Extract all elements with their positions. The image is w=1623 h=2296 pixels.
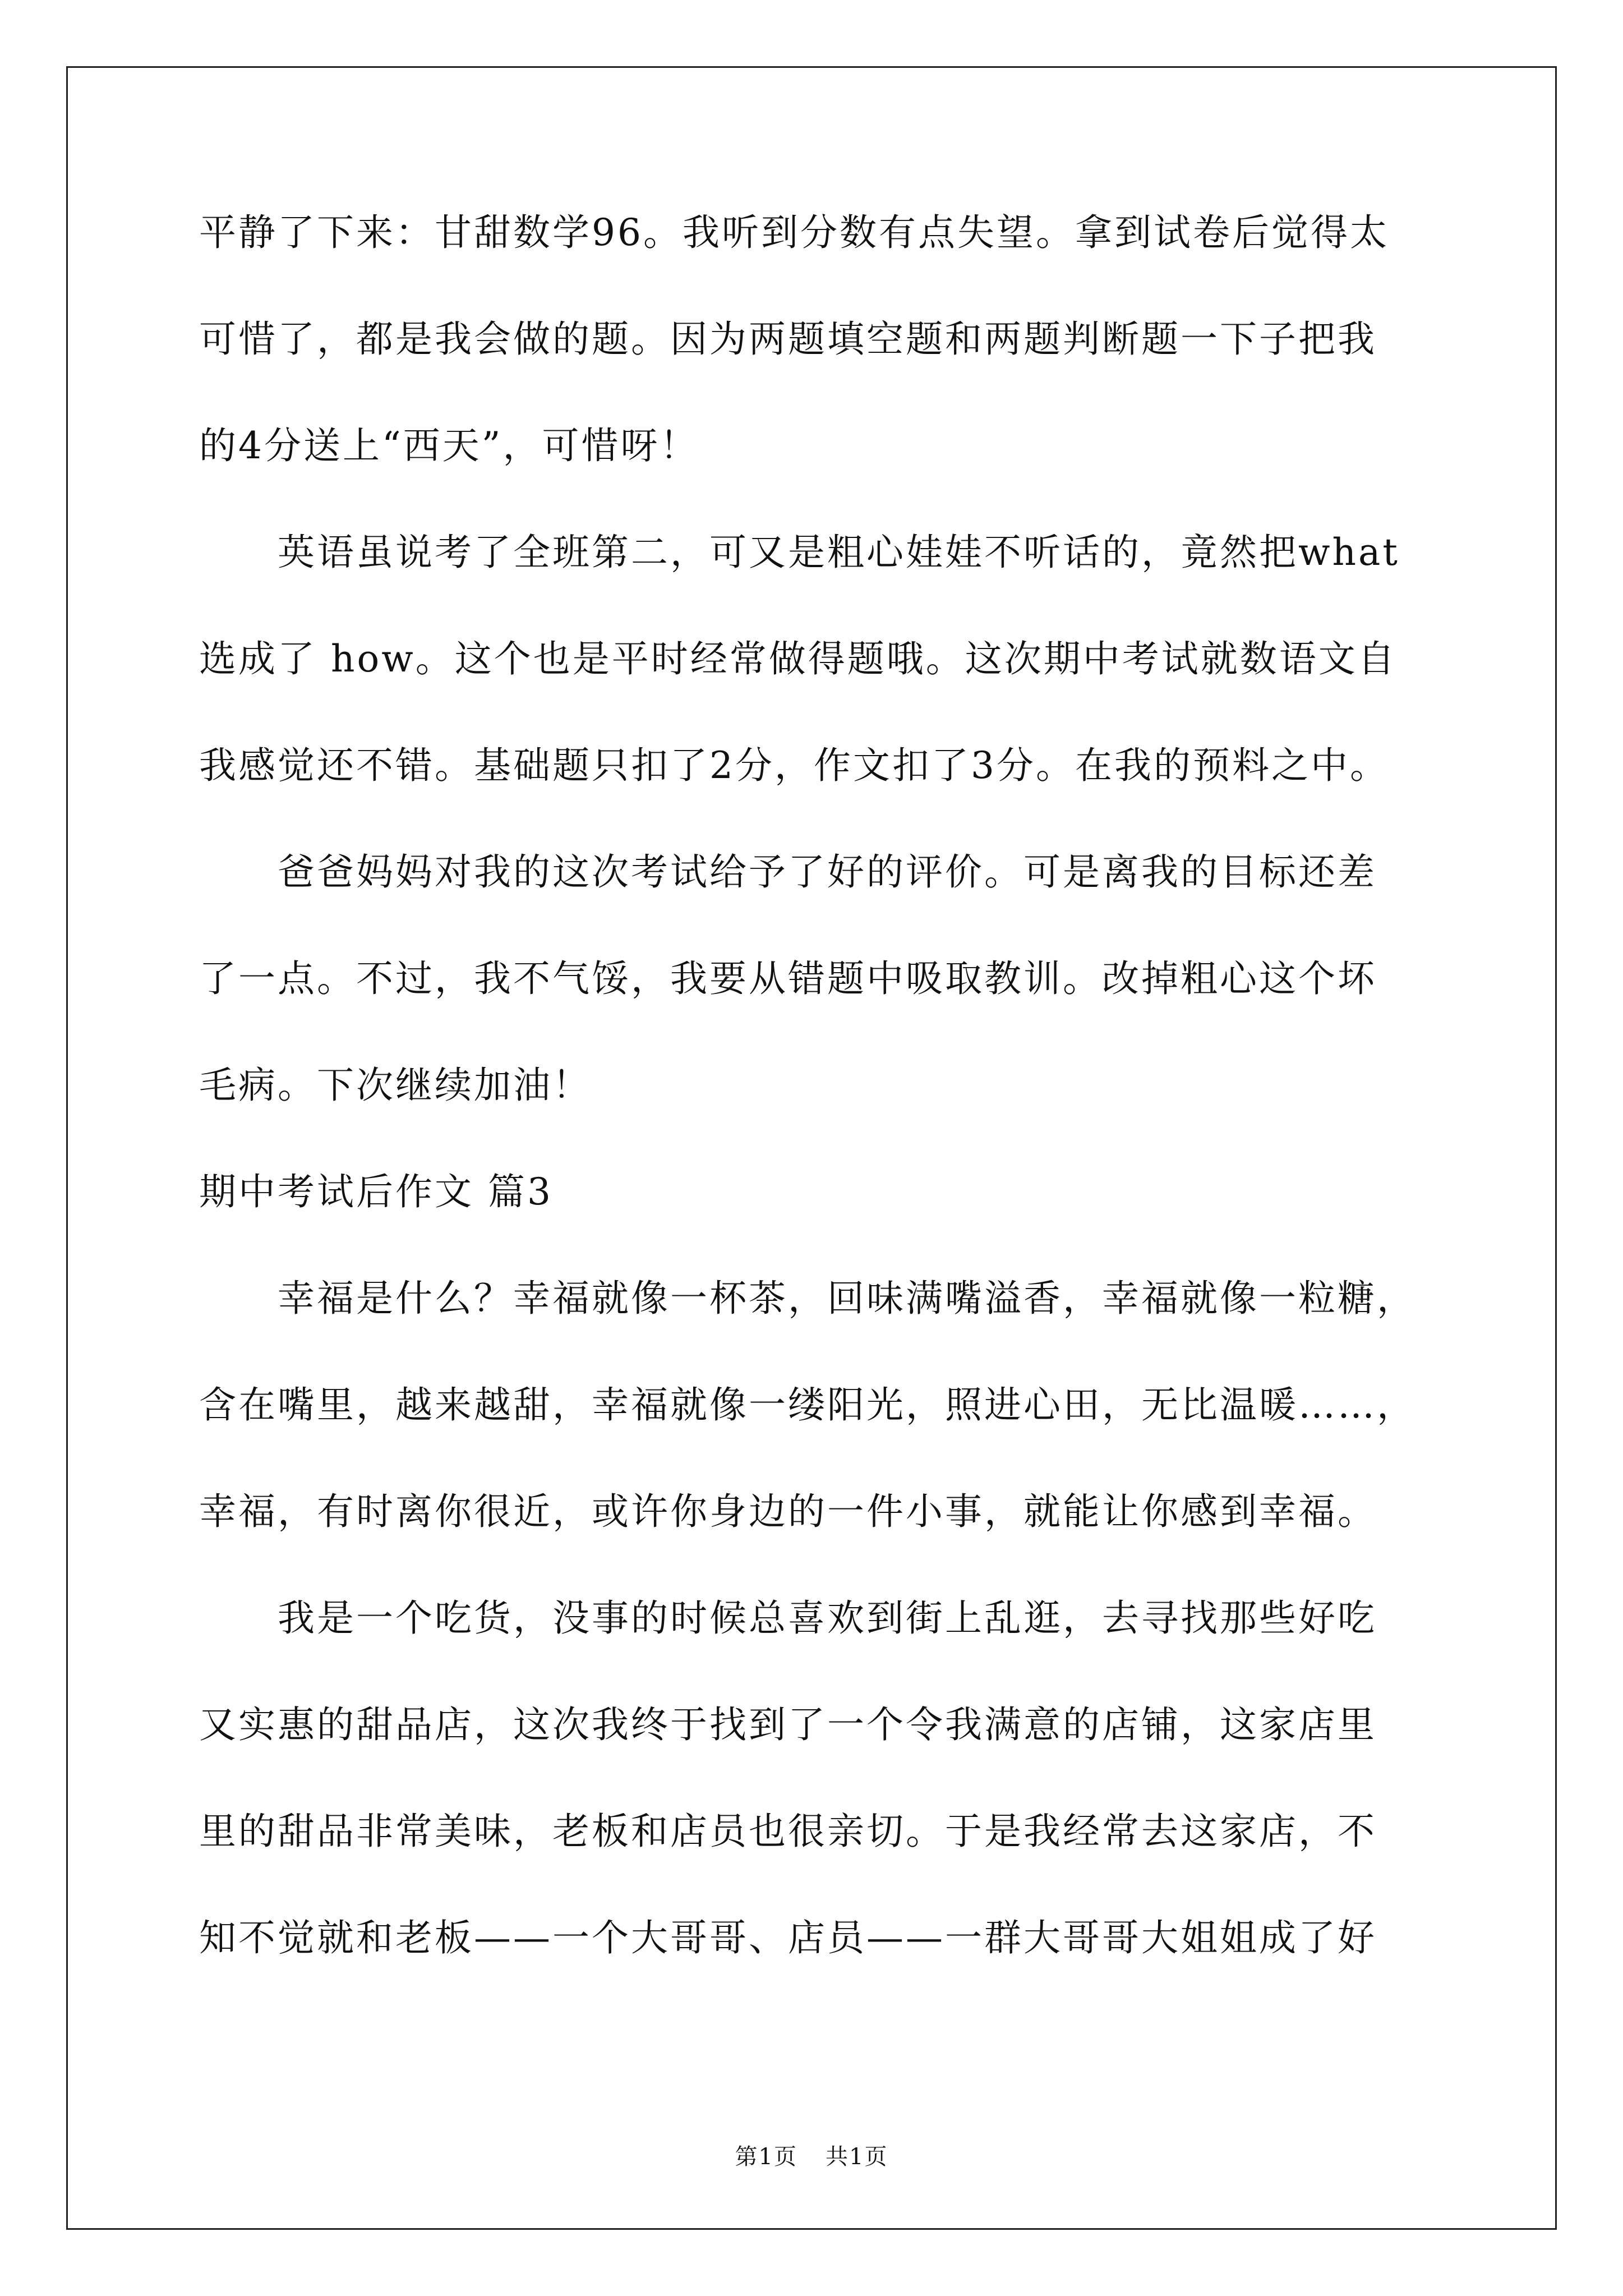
- text-line: 选成了 how。这个也是平时经常做得题哦。这次期中考试就数语文自: [199, 637, 1397, 680]
- paragraph-start-line: 英语虽说考了全班第二，可又是粗心娃娃不听话的，竟然把what: [278, 531, 1400, 574]
- text-line: 可惜了，都是我会做的题。因为两题填空题和两题判断题一下子把我: [199, 318, 1377, 361]
- text-line: 我感觉还不错。基础题只扣了2分，作文扣了3分。在我的预料之中。: [199, 744, 1389, 787]
- page-footer: [0, 2143, 1623, 2171]
- text-line: 幸福，有时离你很近，或许你身边的一件小事，就能让你感到幸福。: [199, 1490, 1377, 1533]
- text-line: 了一点。不过，我不气馁，我要从错题中吸取教训。改掉粗心这个坏: [199, 957, 1377, 1000]
- text-line: 的4分送上“西天”，可惜呀！: [199, 424, 699, 467]
- page-border: [66, 66, 1557, 2230]
- section-heading: 期中考试后作文 篇3: [199, 1170, 553, 1213]
- text-line: 含在嘴里，越来越甜，幸福就像一缕阳光，照进心田，无比温暖……，: [199, 1383, 1416, 1427]
- text-line: 毛病。下次继续加油！: [199, 1064, 592, 1107]
- text-line: 知不觉就和老板——一个大哥哥、店员——一群大哥哥大姐姐成了好: [199, 1916, 1377, 1959]
- paragraph-start-line: 幸福是什么？幸福就像一杯茶，回味满嘴溢香，幸福就像一粒糖，: [278, 1277, 1416, 1320]
- text-line: 里的甜品非常美味，老板和店员也很亲切。于是我经常去这家店，不: [199, 1810, 1377, 1853]
- text-line: 又实惠的甜品店，这次我终于找到了一个令我满意的店铺，这家店里: [199, 1703, 1377, 1746]
- paragraph-start-line: 爸爸妈妈对我的这次考试给予了好的评价。可是离我的目标还差: [278, 850, 1377, 894]
- page-number-current: 第1页: [735, 2144, 797, 2170]
- paragraph-start-line: 我是一个吃货，没事的时候总喜欢到街上乱逛，去寻找那些好吃: [278, 1596, 1377, 1640]
- page-number-total: 共1页: [826, 2144, 888, 2170]
- text-line: 平静了下来：甘甜数学96。我听到分数有点失望。拿到试卷后觉得太: [199, 211, 1389, 254]
